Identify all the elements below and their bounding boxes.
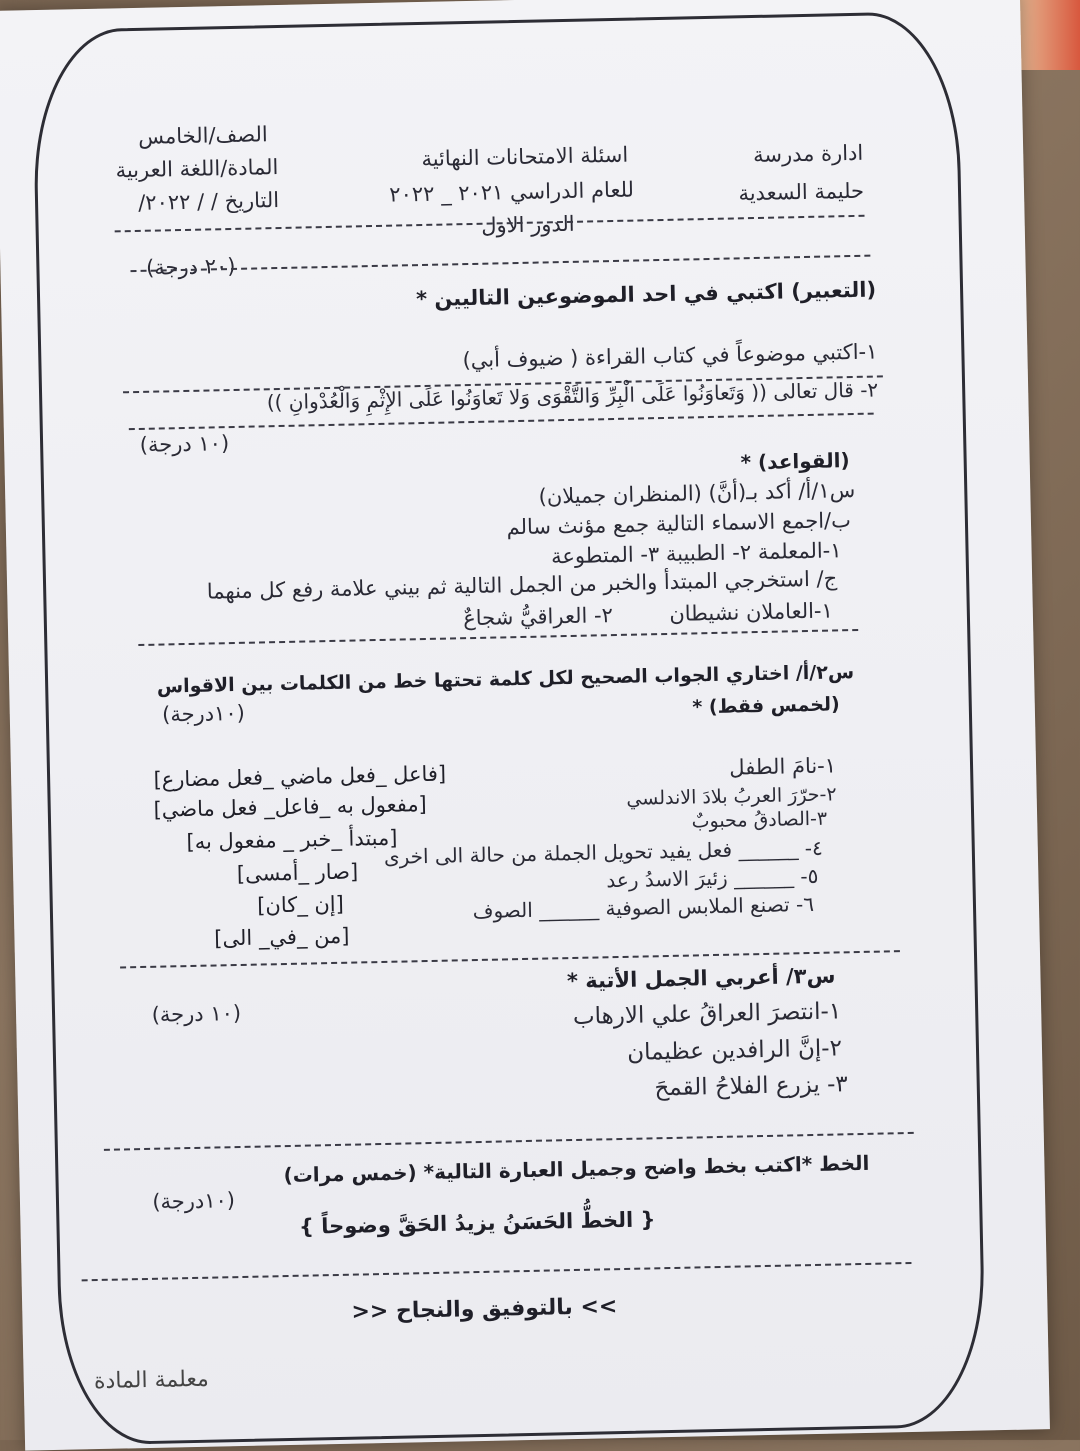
choice-item-6: ٦- تصنع الملابس الصوفية ______ الصوف [472, 891, 815, 924]
choice-options-2: [مفعول به _فاعل_ فعل ماضي] [153, 792, 427, 822]
choice-options-3: [مبتدأ _خبر _ مفعول به] [186, 825, 398, 855]
parsing-item-3: ٣- يزرع الفلاحُ القمحَ [654, 1071, 848, 1102]
handwriting-heading: الخط *اكتب بخط واضح وجميل العبارة التالية* (خمس مرات) [283, 1150, 870, 1188]
choice-sub: (لخمس فقط) * [692, 693, 840, 719]
marks-handwriting: (١٠درجة) [152, 1188, 236, 1214]
choice-options-5: [إن _كان] [256, 891, 345, 918]
exam-round: الدور الاول [480, 211, 575, 238]
choice-item-4: ٤- ______ فعل يفيد تحويل الجملة من حالة الى اخرى [383, 835, 823, 869]
choice-options-4: [صار _أمسى] [236, 859, 359, 887]
grammar-question-a: س١/أ/ أكد بـ(أنَّ) (المنظران جميلان) [538, 477, 856, 509]
choice-heading: س٢/أ/ اختاري الجواب الصحيح لكل كلمة تحتها خط من الكلمات بين الاقواس [156, 661, 855, 698]
choice-item-5: ٥- ______ زئيرَ الاسدُ رعد [606, 863, 819, 893]
choice-item-2: ٢-حرّرَ العربُ بلادَ الاندلسي [626, 783, 837, 810]
parsing-item-1: ١-انتصرَ العراقُ علي الارهاب [572, 998, 842, 1031]
exam-title: اسئلة الامتحانات النهائية [421, 142, 629, 171]
choice-item-3: ٣-الصادقُ محبوبٌ [691, 807, 828, 833]
choice-item-1: ١-نامَ الطفل [729, 753, 837, 780]
marks-grammar: (١٠ درجة) [139, 431, 230, 457]
grammar-c-item-1: ١-العاملان نشيطان [669, 598, 834, 626]
marks-choice: (١٠درجة) [161, 700, 246, 727]
grammar-question-c: ج/ استخرجي المبتدأ والخبر من الجمل التالية ثم بيني علامة رفع كل منهما [206, 566, 838, 604]
expression-heading: (التعبير) اكتبي في احد الموضوعين التاليين * [415, 277, 877, 312]
parsing-item-2: ٢-إنَّ الرافدين عظيمان [626, 1035, 843, 1066]
parsing-heading: س٣/ أعربي الجمل الأتية * [566, 963, 836, 994]
marks-expression: (٢٠ درجة) [145, 253, 236, 280]
teacher-signature: معلمة المادة [93, 1366, 209, 1395]
grammar-b-items: ١-المعلمة ٢- الطبيبة ٣- المتطوعة [550, 538, 842, 569]
handwriting-phrase: { الخطُّ الحَسَنُ يزيدُ الحَقَّ وضوحاً } [298, 1207, 656, 1239]
school-name: حليمة السعدية [738, 178, 865, 206]
school-admin-line1: ادارة مدرسة [752, 140, 864, 168]
grade-label: الصف/الخامس [137, 122, 268, 149]
grammar-c-item-2: ٢- العراقيُّ شجاعٌ [462, 603, 614, 631]
expression-item-1: ١-اكتبي موضوعاً في كتاب القراءة ( ضيوف أبي) [462, 339, 878, 373]
grammar-question-b: ب/اجمع الاسماء التالية جمع مؤنث سالم [506, 508, 852, 540]
choice-options-1: [فاعل _فعل ماضي _فعل مضارع] [153, 761, 447, 792]
choice-options-6: [من _في_ الى] [214, 923, 350, 951]
good-luck-wish: >> بالتوفيق والنجاح << [351, 1294, 618, 1325]
grammar-heading: (القواعد) * [740, 448, 850, 475]
marks-parsing: (١٠ درجة) [151, 1000, 242, 1027]
academic-year: للعام الدراسي ٢٠٢١ _ ٢٠٢٢ [389, 177, 635, 207]
subject-label: المادة/اللغة العربية [115, 154, 279, 183]
expression-item-2: ٢- قال تعالى (( وَتَعاوَنُوا عَلَى الْبِرِّ وَالتَّقْوَى وَلا تَعاوَنُوا عَلَى الإِثْمِ وَالْعُدْوانِ )) [266, 377, 879, 415]
date-label: التاريخ / / ٢٠٢٢/ [137, 187, 280, 215]
